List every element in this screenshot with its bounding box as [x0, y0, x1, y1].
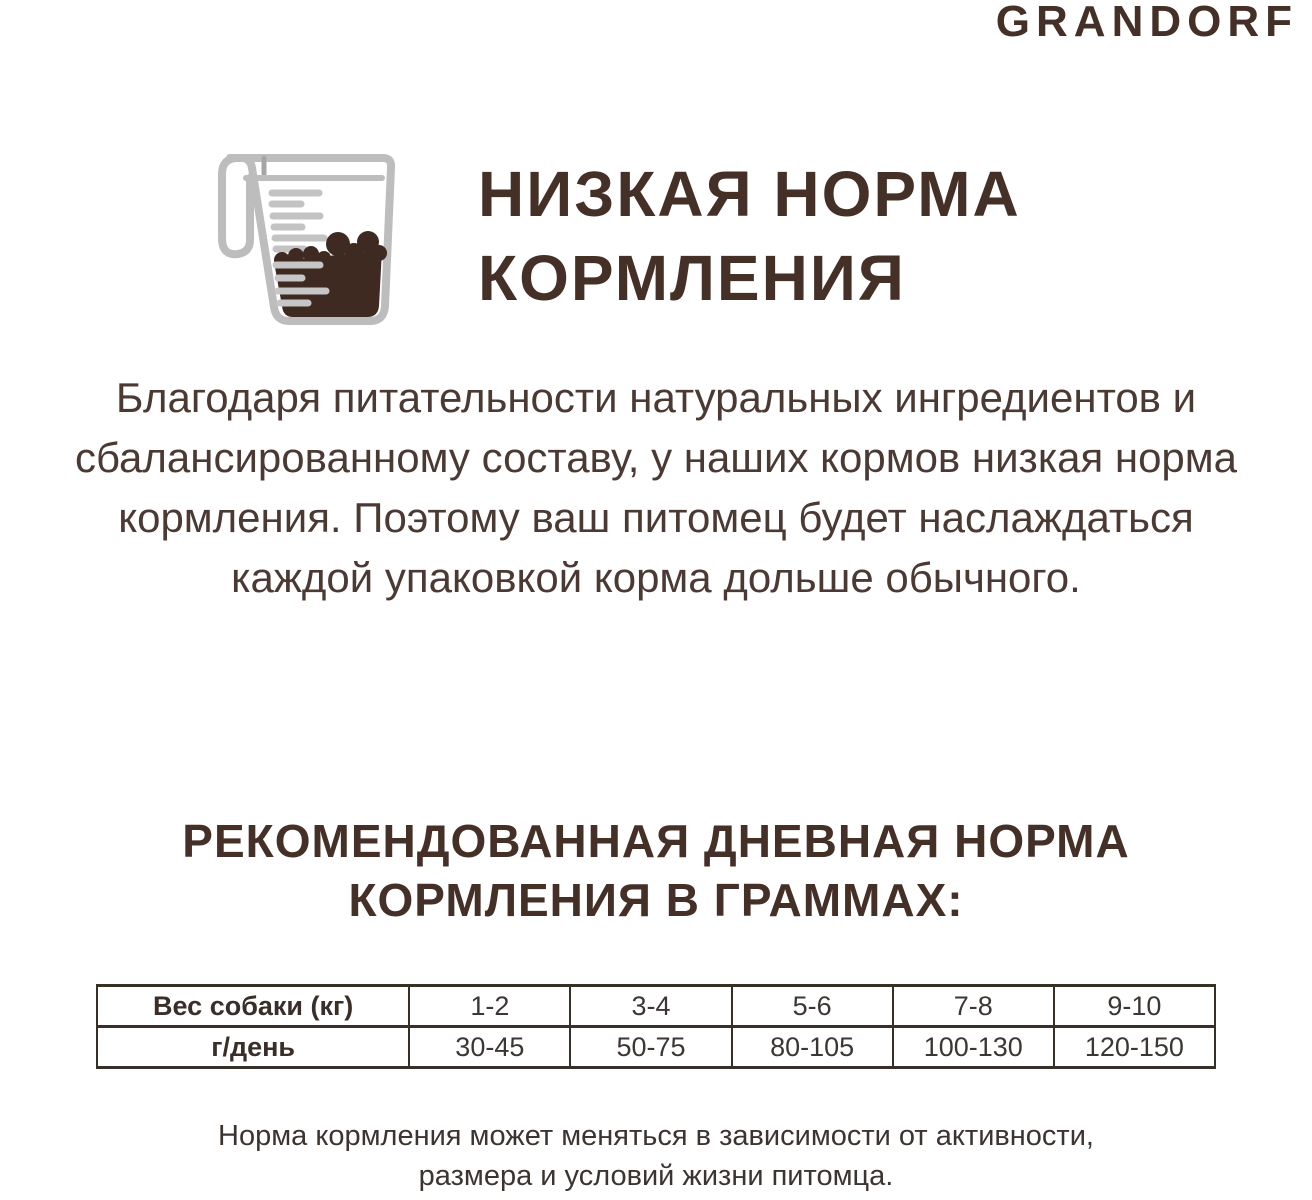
- row-header-grams-per-day: г/день: [97, 1027, 409, 1068]
- weight-cell: 3-4: [570, 986, 731, 1027]
- grams-cell: 30-45: [409, 1027, 570, 1068]
- grams-cell: 50-75: [570, 1027, 731, 1068]
- grams-cell: 120-150: [1054, 1027, 1215, 1068]
- row-header-dog-weight: Вес собаки (кг): [97, 986, 409, 1027]
- page-title: [478, 152, 1021, 320]
- intro-paragraph: [0, 368, 1312, 608]
- footnote-line-1: Норма кормления может меняться в зависимости от активности,: [218, 1120, 1094, 1152]
- weight-cell: 5-6: [732, 986, 893, 1027]
- intro-line-4: каждой упаковкой корма дольше обычного.: [231, 554, 1081, 601]
- intro-line-2: сбалансированному составу, у наших кормов низкая норма: [74, 434, 1238, 481]
- grams-cell: 80-105: [732, 1027, 893, 1068]
- intro-line-1: Благодаря питательности натуральных ингредиентов и: [115, 374, 1197, 421]
- table-row-grams: [97, 1027, 1215, 1068]
- brand-logo: GRANDORF: [995, 0, 1298, 46]
- section-title-line1: РЕКОМЕНДОВАННАЯ ДНЕВНАЯ НОРМА: [182, 815, 1130, 867]
- footnote: [0, 1116, 1312, 1196]
- section-title: [0, 812, 1312, 930]
- feeding-table: [96, 984, 1216, 1069]
- intro-line-3: кормления. Поэтому ваш питомец будет наслаждаться: [118, 494, 1194, 541]
- page-title-line2: КОРМЛЕНИЯ: [478, 242, 906, 314]
- page-title-line1: НИЗКАЯ НОРМА: [478, 158, 1021, 230]
- table-row-weight: [97, 986, 1215, 1027]
- section-title-line2: КОРМЛЕНИЯ В ГРАММАХ:: [348, 874, 964, 926]
- weight-cell: 1-2: [409, 986, 570, 1027]
- grams-cell: 100-130: [893, 1027, 1054, 1068]
- footnote-line-2: размера и условий жизни питомца.: [418, 1160, 894, 1192]
- weight-cell: 9-10: [1054, 986, 1215, 1027]
- weight-cell: 7-8: [893, 986, 1054, 1027]
- measuring-cup-icon: [214, 150, 410, 332]
